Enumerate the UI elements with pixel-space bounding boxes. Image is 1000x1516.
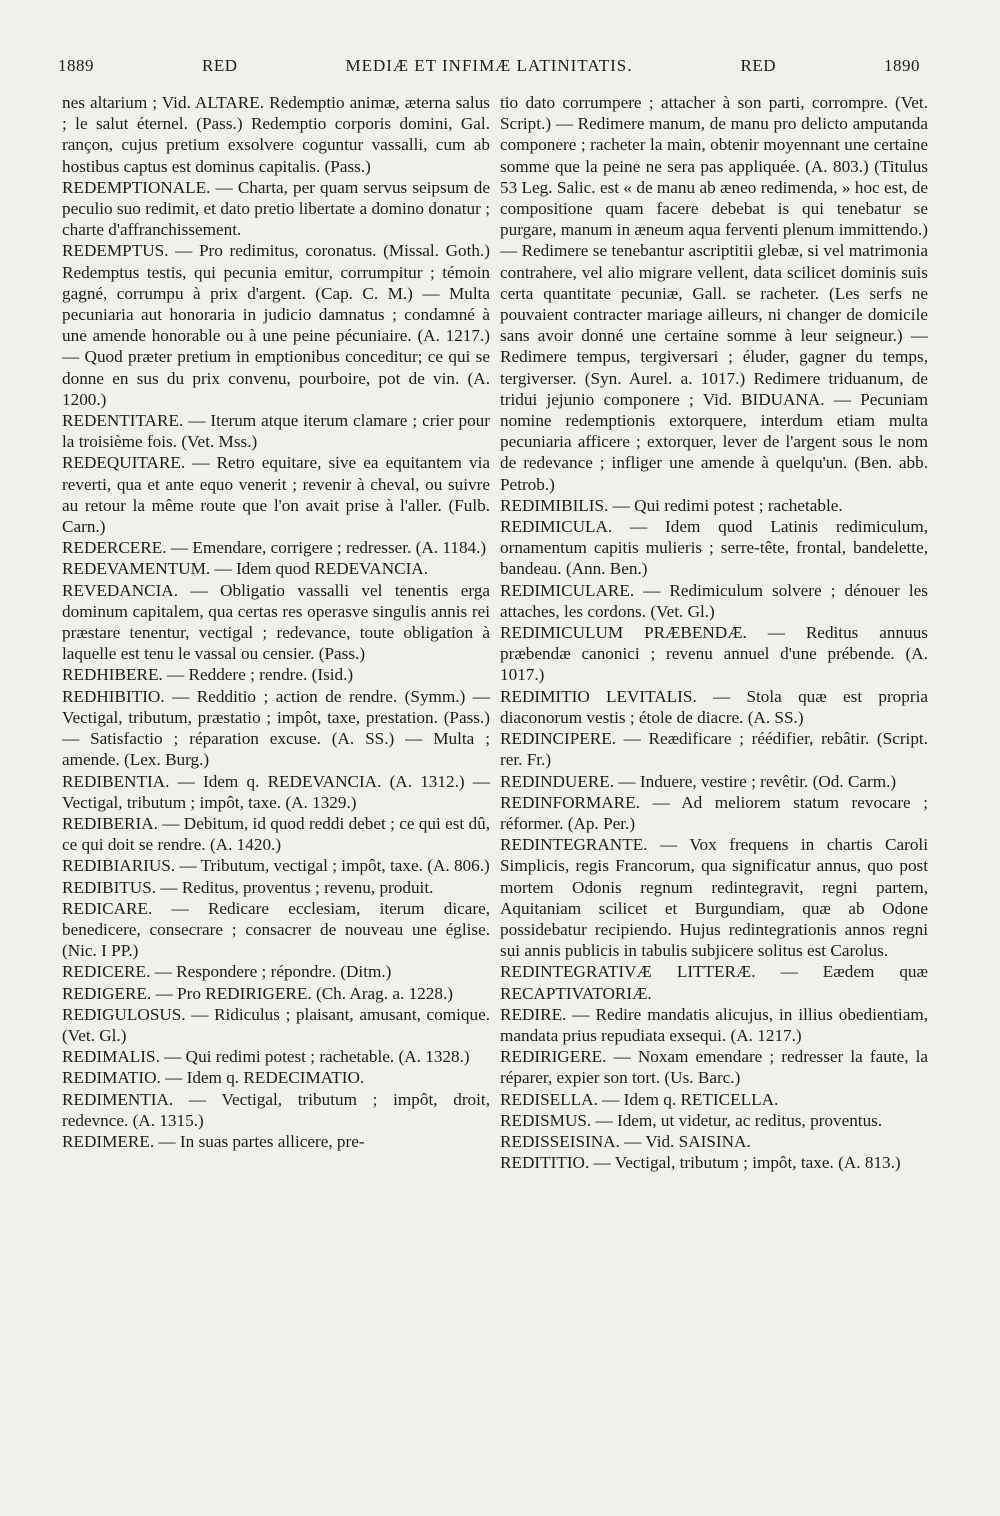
dictionary-entry: REDEMPTUS. — Pro redimitus, coronatus. (Missal. Goth.) Redemptus testis, qui pecunia emitur, corrumpitur ; témoin gagné, corrumpu à prix d'argent. (Cap. C. M.) — Multa pecuniaria aut honoraria in judicio damnatus ; condamné à une amende honorable ou à une peine pécuniaire. (A. 1217.) — Quod præter pretium in emptionibus conceditur; ce qui se donne en sus du prix convenu, pourboire, pot de vin. (A. 1200.) bbox=[62, 241, 490, 409]
dictionary-entry: REDIMICULARE. — Redimiculum solvere ; dénouer les attaches, les cordons. (Vet. Gl.) bbox=[500, 580, 928, 621]
running-head-right: RED bbox=[740, 56, 776, 75]
left-column bbox=[62, 92, 490, 1152]
dictionary-entry: REDIMIBILIS. — Qui redimi potest ; rachetable. bbox=[500, 495, 843, 515]
dictionary-entry: REDIGERE. — Pro REDIRIGERE. (Ch. Arag. a. 1228.) bbox=[62, 983, 453, 1003]
running-head-left: RED bbox=[202, 56, 238, 75]
dictionary-entry: REDERCERE. — Emendare, corrigere ; redresser. (A. 1184.) bbox=[62, 538, 487, 558]
dictionary-entry: REDEVAMENTUM. — Idem quod REDEVANCIA. bbox=[62, 559, 429, 579]
dictionary-entry: REDISSEISINA. — Vid. SAISINA. bbox=[500, 1131, 751, 1151]
dictionary-entry: REDIMALIS. — Qui redimi potest ; rachetable. (A. 1328.) bbox=[62, 1047, 470, 1067]
dictionary-entry: REDIMITIO LEVITALIS. — Stola quæ est propria diaconorum vestis ; étole de diacre. (A. SS.) bbox=[500, 686, 928, 727]
dictionary-entry: nes altarium ; Vid. ALTARE. Redemptio animæ, æterna salus ; le salut éternel. (Pass.) Redemptio corporis domini, Gal. rançon, cujus pretium exsolvere coguntur vassalli, cum ab hostibus captus est dominus capitalis. (Pass.) bbox=[62, 93, 490, 176]
dictionary-entry: REDINFORMARE. — Ad meliorem statum revocare ; réformer. (Ap. Per.) bbox=[500, 792, 928, 833]
dictionary-entry: REDENTITARE. — Iterum atque iterum clamare ; crier pour la troisième fois. (Vet. Mss.) bbox=[62, 411, 490, 452]
page-number-right: 1890 bbox=[883, 56, 920, 75]
dictionary-entry: REDIMICULUM PRÆBENDÆ. — Reditus annuus præbendæ canonici ; revenu annuel d'une prébende. (A. 1017.) bbox=[500, 623, 928, 685]
dictionary-entry: REDICARE. — Redicare ecclesiam, iterum dicare, benedicere, consecrare ; consacrer de nouveau une église. (Nic. I PP.) bbox=[62, 898, 490, 961]
dictionary-entry: REDINDUERE. — Induere, vestire ; revêtir. (Od. Carm.) bbox=[500, 771, 897, 791]
dictionary-entry: REDICERE. — Respondere ; répondre. (Ditm.) bbox=[62, 962, 392, 982]
dictionary-entry: REDIMENTIA. — Vectigal, tributum ; impôt, droit, redevnce. (A. 1315.) bbox=[62, 1089, 490, 1130]
dictionary-entry: REVEDANCIA. — Obligatio vassalli vel tenentis erga dominum capitalem, qua certas res operasve singulis annis rei præstare tenentur, vectigal ; redevance, toute obligation à laquelle est tenu le vassal ou censier. (Pass.) bbox=[62, 580, 490, 664]
dictionary-entry: REDISMUS. — Idem, ut videtur, ac reditus, proventus. bbox=[500, 1110, 883, 1130]
dictionary-entry: REDIRIGERE. — Noxam emendare ; redresser la faute, la réparer, expier son tort. (Us. Barc.) bbox=[500, 1047, 928, 1088]
dictionary-entry: REDITITIO. — Vectigal, tributum ; impôt, taxe. (A. 813.) bbox=[500, 1153, 901, 1173]
page-header bbox=[58, 56, 920, 86]
dictionary-entry: REDINTEGRANTE. — Vox frequens in chartis Caroli Simplicis, regis Francorum, qua significatur annus, quo post mortem Odonis regnum redintegravit, regni partem, Aquitaniam scilicet et Burgundiam, quæ ab Odone possidebatur recipiendo. Hujus redintegrationis annos regni sui annis publicis in tabulis subjicere solitus est Carolus. bbox=[500, 835, 928, 961]
dictionary-entry: REDHIBITIO. — Redditio ; action de rendre. (Symm.) — Vectigal, tributum, præstatio ; impôt, taxe, prestation. (Pass.) — Satisfactio ; réparation excuse. (A. SS.) — Multa ; amende. (Lex. Burg.) bbox=[62, 686, 490, 770]
dictionary-entry: tio dato corrumpere ; attacher à son parti, corrompre. (Vet. Script.) — Redimere manum, de manu pro delicto amputanda componere ; racheter la main, obtenir moyennant une certaine somme que la peine ne sera pas appliquée. (A. 803.) (Titulus 53 Leg. Salic. est « de manu ab æneo redimenda, » hoc est, de compositione quam facere debebat is qui tenebatur se purgare, manum in æneum aqua ferventi plenum immittendo.) — Redimere se tenebantur ascriptitii glebæ, si vel matrimonia contrahere, vel alio migrare vellent, data scilicet dominis suis certa quantitate pecuniæ, Gall. se racheter. (Les serfs ne pouvaient contracter mariage ailleurs, ni changer de domicile sans avoir donné une certaine somme à leur seigneur.) — Redimere tempus, tergiversari ; éluder, gagner du temps, tergiverser. (Syn. Aurel. a. 1017.) Redimere triduanum, de tridui jejunio componere ; Vid. BIDUANA. — Pecuniam nomine redemptionis extorquere, interdum etiam multa pecuniaria afficere ; extorquer, lever de l'argent sous le nom de redevance ; infliger une amende à quelqu'un. (Ben. abb. Petrob.) bbox=[500, 93, 928, 494]
dictionary-entry: REDHIBERE. — Reddere ; rendre. (Isid.) bbox=[62, 665, 354, 685]
dictionary-entry: REDEMPTIONALE. — Charta, per quam servus seipsum de peculio suo redimit, et dato pretio libertate a domino donatur ; charte d'affranchissement. bbox=[62, 177, 490, 240]
dictionary-entry: REDIRE. — Redire mandatis alicujus, in illius obedientiam, mandata prius repudiata exsequi. (A. 1217.) bbox=[500, 1004, 928, 1045]
dictionary-entry: REDEQUITARE. — Retro equitare, sive ea equitantem via reverti, qua et ante equo venerit ; revenir à cheval, ou suivre au retour la même route que l'on avait prise à l'aller. (Fulb. Carn.) bbox=[62, 453, 490, 537]
dictionary-entry: REDISELLA. — Idem q. RETICELLA. bbox=[500, 1089, 779, 1109]
dictionary-entry: REDINCIPERE. — Reædificare ; réédifier, rebâtir. (Script. rer. Fr.) bbox=[500, 729, 928, 770]
dictionary-entry: REDIBERIA. — Debitum, id quod reddi debet ; ce qui est dû, ce qui doit se rendre. (A. 1420.) bbox=[62, 813, 490, 855]
dictionary-entry: REDIMERE. — In suas partes allicere, pre- bbox=[62, 1131, 365, 1151]
dictionary-entry: REDINTEGRATIVÆ LITTERÆ. — Eædem quæ RECAPTIVATORIÆ. bbox=[500, 962, 928, 1003]
dictionary-entry: REDIBITUS. — Reditus, proventus ; revenu, produit. bbox=[62, 877, 434, 897]
dictionary-entry: REDIBIARIUS. — Tributum, vectigal ; impôt, taxe. (A. 806.) bbox=[62, 856, 490, 876]
dictionary-entry: REDIBENTIA. — Idem q. REDEVANCIA. (A. 1312.) — Vectigal, tributum ; impôt, taxe. (A. 1329.) bbox=[62, 771, 490, 812]
page-title: MEDIÆ ET INFIMÆ LATINITATIS. bbox=[345, 56, 633, 75]
right-column bbox=[500, 92, 928, 1173]
dictionary-entry: REDIMATIO. — Idem q. REDECIMATIO. bbox=[62, 1068, 365, 1088]
dictionary-entry: REDIGULOSUS. — Ridiculus ; plaisant, amusant, comique. (Vet. Gl.) bbox=[62, 1004, 490, 1045]
dictionary-entry: REDIMICULA. — Idem quod Latinis redimiculum, ornamentum capitis mulieris ; serre-tête, frontal, bandelette, bandeau. (Ann. Ben.) bbox=[500, 517, 928, 579]
page-number-left: 1889 bbox=[58, 56, 94, 75]
